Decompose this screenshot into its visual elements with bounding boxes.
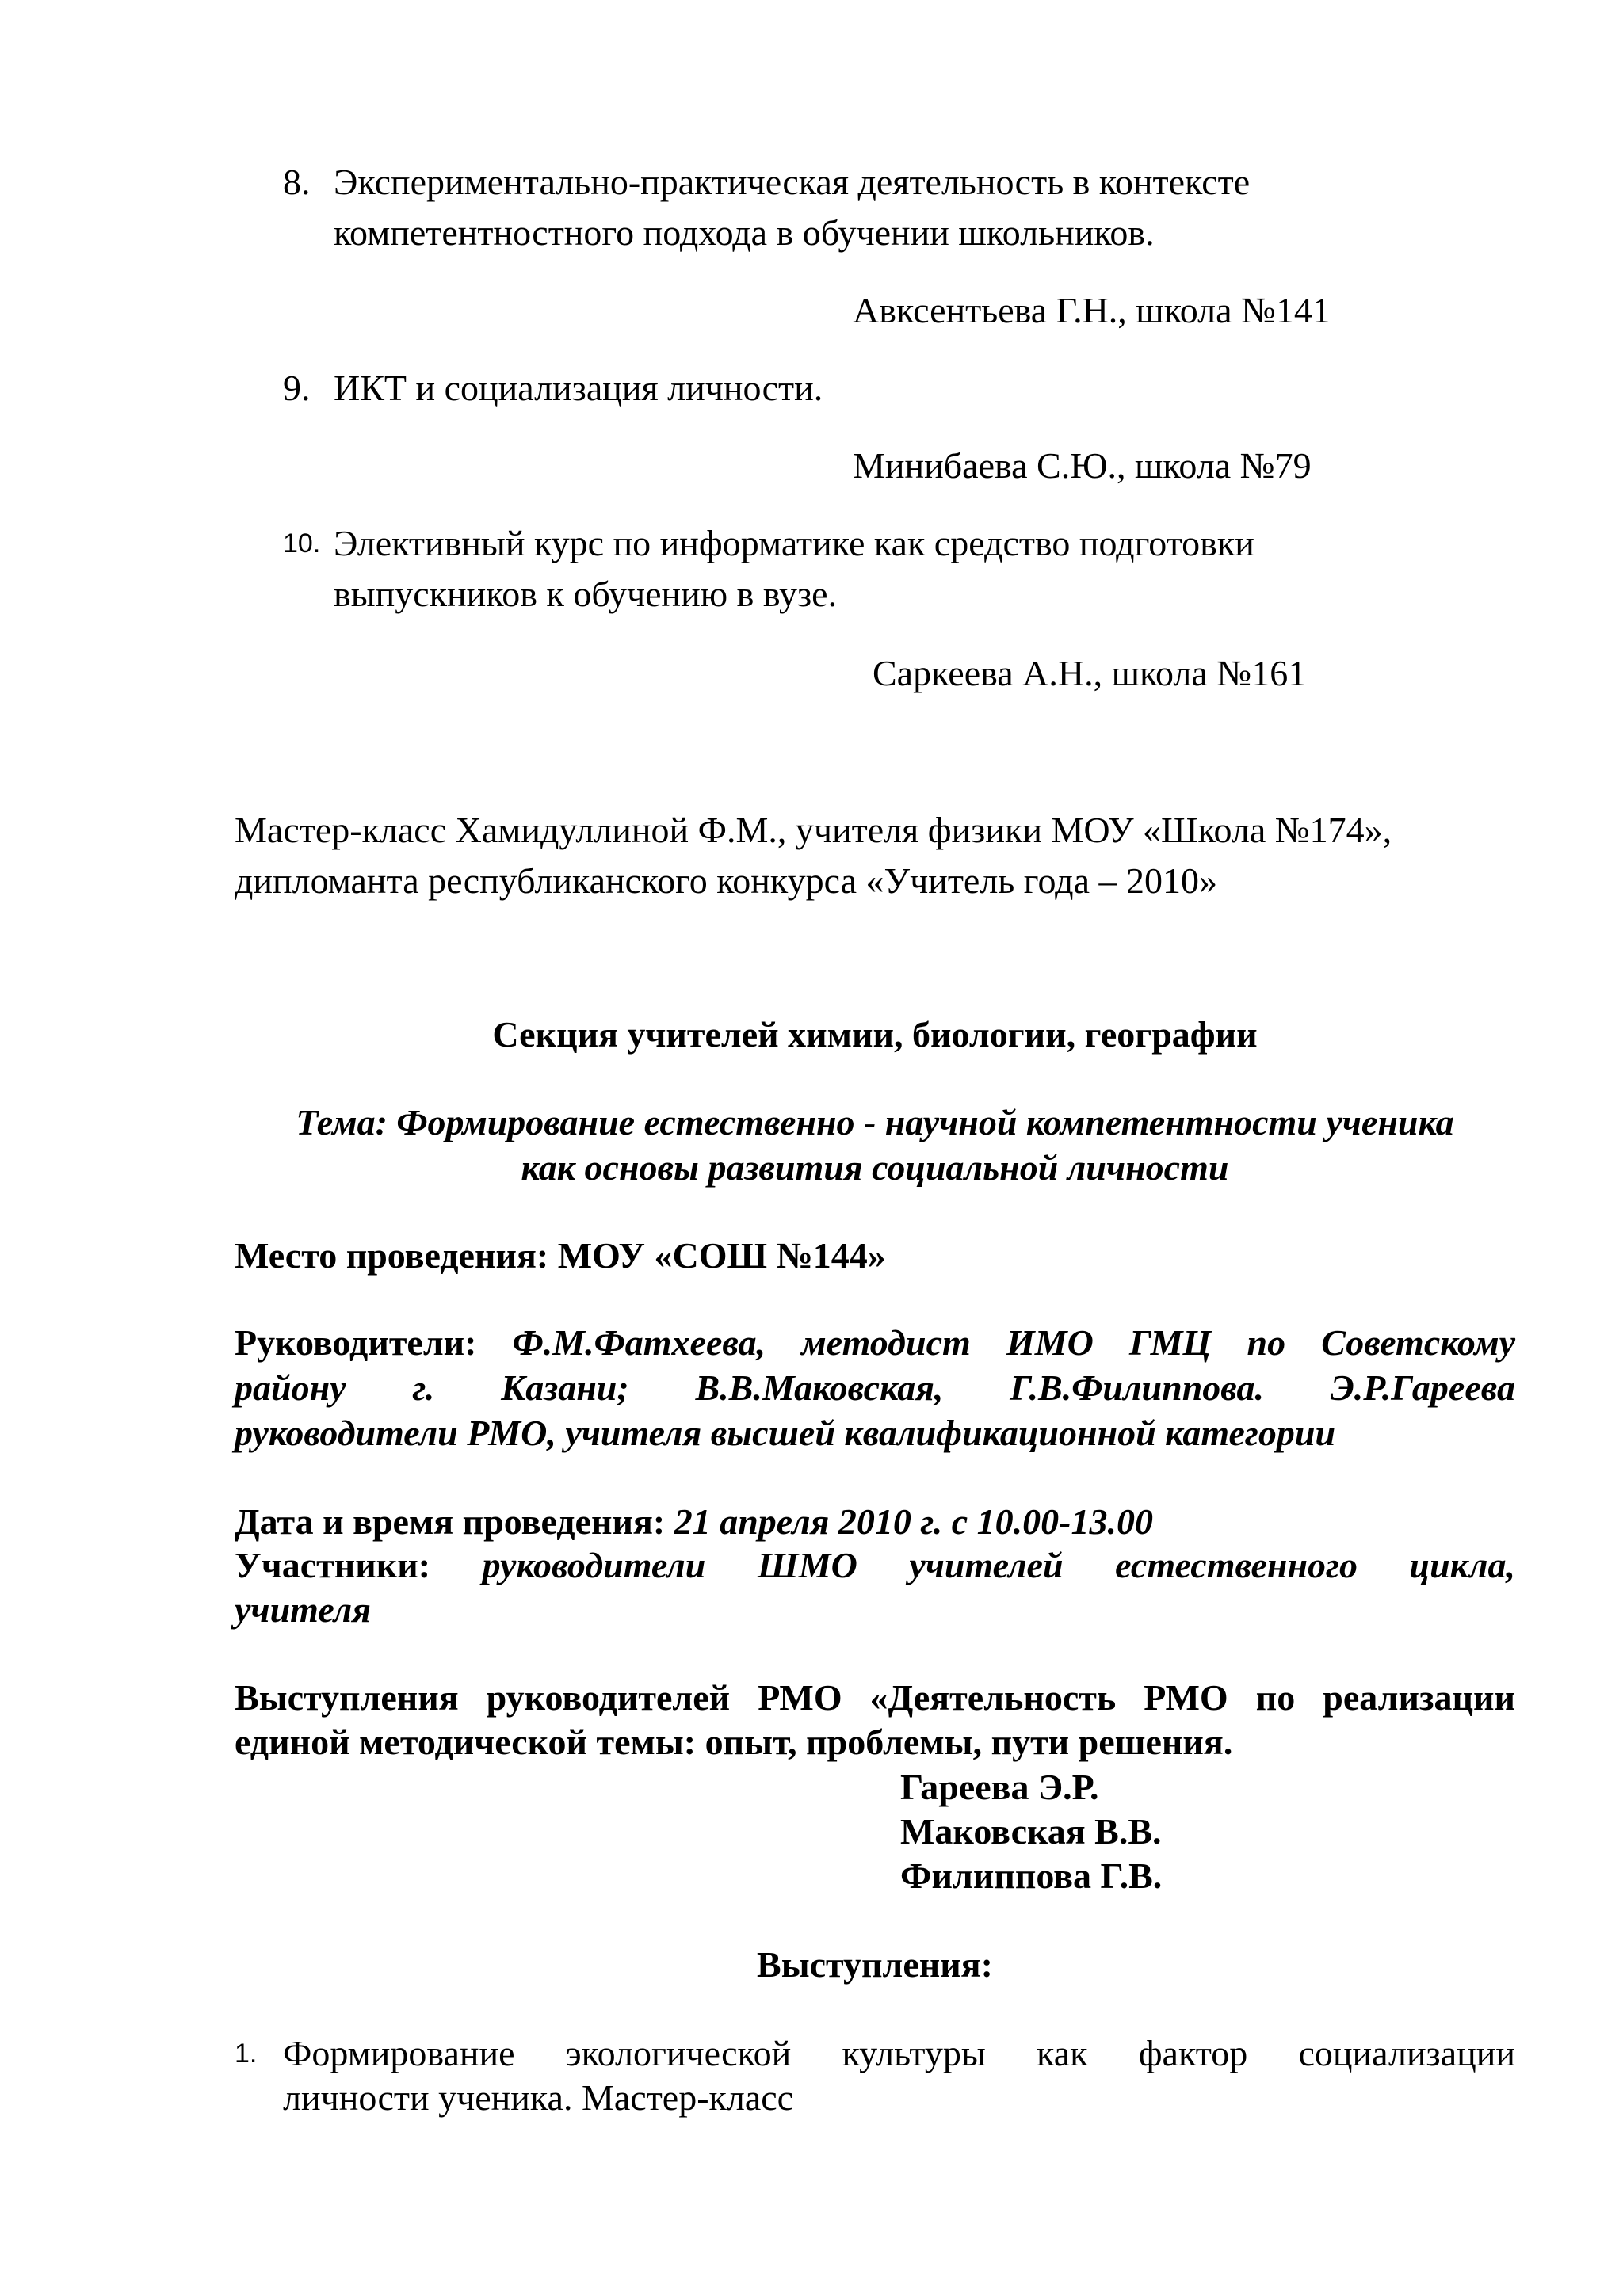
venue: Место проведения: МОУ «СОШ №144»	[235, 1235, 886, 1276]
date-label: Дата и время проведения:	[235, 1501, 666, 1542]
list-item-text: Экспериментально-практическая деятельность в контексте	[334, 162, 1251, 202]
participants-label: Участники:	[235, 1545, 431, 1585]
speaker-name: Маковская В.В.	[900, 1811, 1162, 1852]
list-item-number: 10.	[283, 528, 321, 559]
rmo-talks-line-2: единой методической темы: опыт, проблемы, пути решения.	[235, 1722, 1233, 1762]
list-item-text: личности ученика. Мастер-класс	[283, 2077, 794, 2118]
list-item-text: ИКТ и социализация личности.	[334, 368, 823, 408]
participants-line-1	[235, 1543, 1515, 1588]
talks-heading: Выступления:	[757, 1944, 993, 1985]
participants-line-2: учителя	[235, 1589, 371, 1630]
list-item-text: Формирование экологической культуры как фактор социализации	[283, 2033, 1515, 2073]
leaders-label: Руководители:	[235, 1322, 477, 1363]
leaders-line-2: району г. Казани; В.В.Маковская, Г.В.Филиппова. Э.Р.Гареева	[235, 1367, 1515, 1408]
date-value: 21 апреля 2010 г. с 10.00-13.00	[674, 1501, 1153, 1542]
participants-text: руководители ШМО учителей естественного цикла,	[482, 1545, 1516, 1585]
list-item-author: Авксентьева Г.Н., школа №141	[853, 290, 1331, 330]
list-item-author: Минибаева С.Ю., школа №79	[853, 445, 1312, 486]
list-item-text: выпускников к обучению в вузе.	[334, 574, 838, 614]
list-item-author: Саркеева А.Н., школа №161	[873, 653, 1307, 693]
master-class-text: дипломанта республиканского конкурса «Учитель года – 2010»	[235, 860, 1218, 901]
list-item-text: Элективный курс по информатике как средство подготовки	[334, 523, 1254, 563]
list-item-number: 9.	[283, 368, 311, 408]
theme-line: Тема: Формирование естественно - научной компетентности ученика	[296, 1102, 1454, 1142]
leaders-line-1	[235, 1320, 1515, 1365]
list-item-number: 1.	[235, 2039, 258, 2069]
rmo-talks-line-1: Выступления руководителей РМО «Деятельность РМО по реализации	[235, 1677, 1515, 1718]
speaker-name: Гареева Э.Р.	[900, 1767, 1099, 1807]
master-class-text: Мастер-класс Хамидуллиной Ф.М., учителя физики МОУ «Школа №174»,	[235, 810, 1392, 850]
list-item-number: 8.	[283, 162, 311, 202]
section-title: Секция учителей химии, биологии, географии	[492, 1014, 1258, 1055]
leaders-line-3: руководители РМО, учителя высшей квалификационной категории	[235, 1413, 1336, 1453]
theme-line: как основы развития социальной личности	[521, 1147, 1229, 1188]
list-item-text: компетентностного подхода в обучении школьников.	[334, 212, 1155, 253]
speaker-name: Филиппова Г.В.	[900, 1855, 1163, 1896]
date-line	[235, 1498, 1153, 1546]
leaders-text: Ф.М.Фатхеева, методист ИМО ГМЦ по Советскому	[512, 1322, 1515, 1363]
